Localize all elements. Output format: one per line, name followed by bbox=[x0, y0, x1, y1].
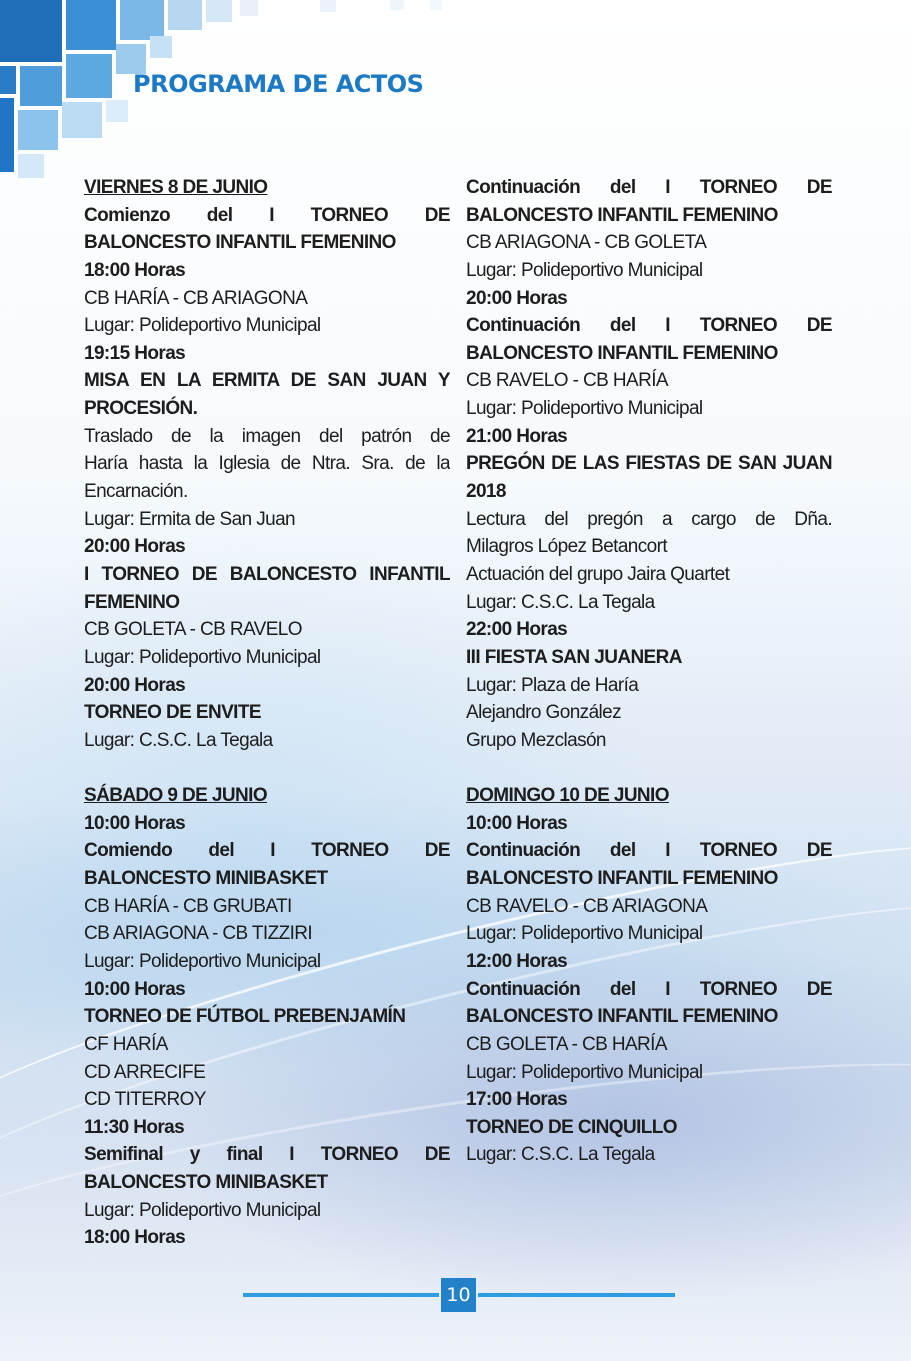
program-line: BALONCESTO INFANTIL FEMENINO bbox=[466, 204, 778, 226]
program-line: 18:00 Horas bbox=[84, 1227, 186, 1249]
page-number: 10 bbox=[441, 1278, 476, 1312]
program-line: BALONCESTO INFANTIL FEMENINO bbox=[466, 342, 778, 364]
program-line: BALONCESTO MINIBASKET bbox=[84, 1172, 328, 1194]
program-line: CD TITERROY bbox=[84, 1089, 206, 1111]
program-line: III FIESTA SAN JUANERA bbox=[466, 646, 682, 668]
program-line: Comiendo del I TORNEO DE bbox=[84, 840, 450, 862]
footer-rule bbox=[243, 1293, 439, 1297]
program-line: CB RAVELO - CB HARÍA bbox=[466, 370, 668, 392]
program-line: Lugar: C.S.C. La Tegala bbox=[466, 1144, 655, 1166]
program-line: 22:00 Horas bbox=[466, 619, 568, 641]
program-line: Lugar: Polideportivo Municipal bbox=[84, 1199, 321, 1221]
program-line: 19:15 Horas bbox=[84, 342, 186, 364]
program-line: 18:00 Horas bbox=[84, 259, 186, 281]
program-line: TORNEO DE FÚTBOL PREBENJAMÍN bbox=[84, 1006, 406, 1028]
program-line: CB RAVELO - CB ARIAGONA bbox=[466, 895, 708, 917]
program-line: Haría hasta la Iglesia de Ntra. Sra. de la bbox=[84, 453, 450, 475]
program-line: 17:00 Horas bbox=[466, 1089, 568, 1111]
program-line: PREGÓN DE LAS FIESTAS DE SAN JUAN bbox=[466, 453, 832, 475]
program-line: Comienzo del I TORNEO DE bbox=[84, 204, 450, 226]
program-line: 20:00 Horas bbox=[466, 287, 568, 309]
program-line: Milagros López Betancort bbox=[466, 536, 668, 558]
section-spacer bbox=[84, 754, 450, 782]
program-line: TORNEO DE ENVITE bbox=[84, 702, 261, 724]
program-line: Lugar: Polideportivo Municipal bbox=[84, 950, 321, 972]
decorative-squares bbox=[0, 0, 460, 200]
program-line: BALONCESTO INFANTIL FEMENINO bbox=[466, 868, 778, 890]
program-line: Lugar: Polideportivo Municipal bbox=[84, 646, 321, 668]
program-line: I TORNEO DE BALONCESTO INFANTIL bbox=[84, 563, 450, 585]
program-line: BALONCESTO INFANTIL FEMENINO bbox=[466, 1006, 778, 1028]
program-line: Continuación del I TORNEO DE bbox=[466, 840, 832, 862]
program-line: CF HARÍA bbox=[84, 1033, 168, 1055]
program-line: Traslado de la imagen del patrón de bbox=[84, 425, 450, 447]
program-line: 10:00 Horas bbox=[84, 978, 186, 1000]
program-line: Encarnación. bbox=[84, 481, 188, 503]
program-line: Lugar: Polideportivo Municipal bbox=[466, 398, 703, 420]
program-line: Lugar: Polideportivo Municipal bbox=[84, 315, 321, 337]
program-line: CB ARIAGONA - CB TIZZIRI bbox=[84, 923, 313, 945]
program-line: Lugar: C.S.C. La Tegala bbox=[84, 729, 273, 751]
program-line: PROCESIÓN. bbox=[84, 398, 198, 420]
program-line: Grupo Mezclasón bbox=[466, 729, 606, 751]
right-column bbox=[466, 174, 832, 1169]
day-heading: VIERNES 8 DE JUNIO bbox=[84, 177, 268, 198]
program-line: Lugar: Polideportivo Municipal bbox=[466, 923, 703, 945]
program-line: Lugar: Plaza de Haría bbox=[466, 674, 639, 696]
program-line: 2018 bbox=[466, 481, 506, 503]
program-line: CB ARIAGONA - CB GOLETA bbox=[466, 232, 707, 254]
program-line: 10:00 Horas bbox=[84, 812, 186, 834]
program-line: MISA EN LA ERMITA DE SAN JUAN Y bbox=[84, 370, 450, 392]
program-line: 11:30 Horas bbox=[84, 1116, 185, 1138]
program-line: 20:00 Horas bbox=[84, 536, 186, 558]
day-heading: SÁBADO 9 DE JUNIO bbox=[84, 785, 268, 807]
left-column bbox=[84, 174, 450, 1252]
program-line: 21:00 Horas bbox=[466, 425, 568, 447]
program-line: Semifinal y final I TORNEO DE bbox=[84, 1144, 450, 1166]
program-line: BALONCESTO MINIBASKET bbox=[84, 868, 328, 890]
program-line: CD ARRECIFE bbox=[84, 1061, 206, 1083]
program-line: CB GOLETA - CB RAVELO bbox=[84, 619, 302, 641]
section-spacer bbox=[466, 754, 832, 782]
program-line: 20:00 Horas bbox=[84, 674, 186, 696]
program-line: CB HARÍA - CB ARIAGONA bbox=[84, 287, 308, 309]
program-line: Lugar: C.S.C. La Tegala bbox=[466, 591, 655, 613]
footer-rule bbox=[478, 1293, 675, 1297]
program-line: Continuación del I TORNEO DE bbox=[466, 177, 832, 198]
program-line: Lugar: Polideportivo Municipal bbox=[466, 1061, 703, 1083]
program-line: FEMENINO bbox=[84, 591, 180, 613]
program-line: Lugar: Ermita de San Juan bbox=[84, 508, 296, 530]
program-line: Continuación del I TORNEO DE bbox=[466, 978, 832, 1000]
program-line: Alejandro González bbox=[466, 702, 622, 724]
page-title: PROGRAMA DE ACTOS bbox=[133, 70, 424, 98]
program-line: 12:00 Horas bbox=[466, 950, 568, 972]
program-line: Actuación del grupo Jaira Quartet bbox=[466, 563, 730, 585]
program-line: 10:00 Horas bbox=[466, 812, 568, 834]
program-line: Lectura del pregón a cargo de Dña. bbox=[466, 508, 832, 530]
day-heading: DOMINGO 10 DE JUNIO bbox=[466, 785, 669, 807]
program-line: CB GOLETA - CB HARÍA bbox=[466, 1033, 667, 1055]
program-line: Lugar: Polideportivo Municipal bbox=[466, 259, 703, 281]
program-line: Continuación del I TORNEO DE bbox=[466, 315, 832, 337]
program-line: CB HARÍA - CB GRUBATI bbox=[84, 895, 292, 917]
program-line: TORNEO DE CINQUILLO bbox=[466, 1116, 677, 1138]
program-line: BALONCESTO INFANTIL FEMENINO bbox=[84, 232, 396, 254]
